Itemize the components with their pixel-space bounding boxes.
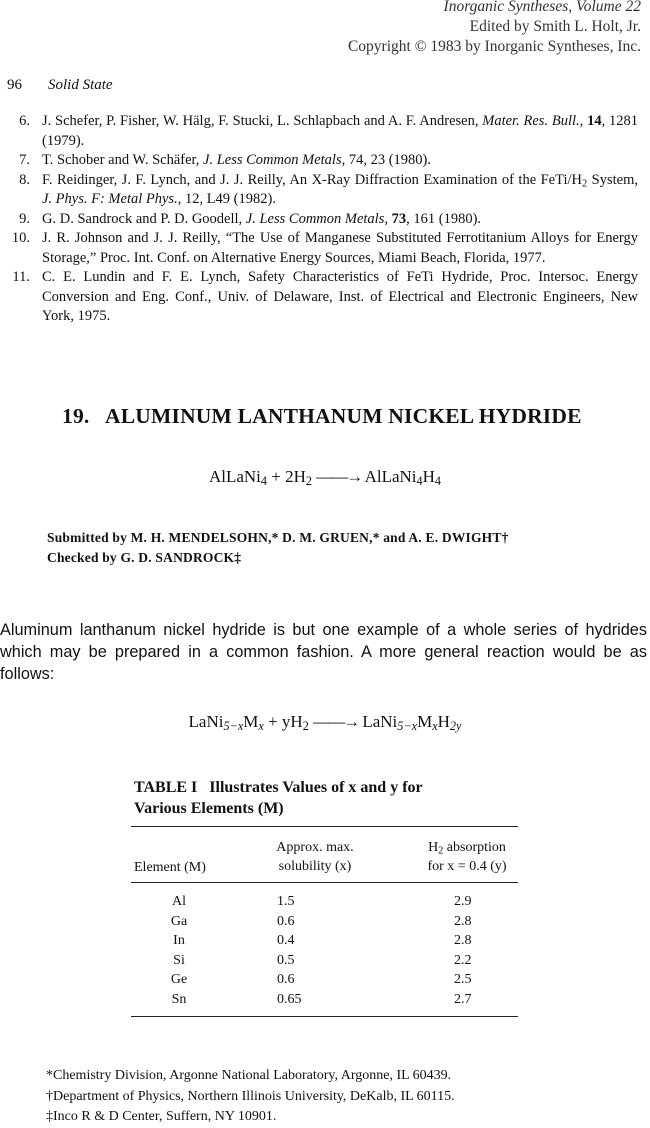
table-row [131, 970, 518, 990]
column-header-h2-absorption: $H_2$ absorption for x = 0.4 (y) [427, 840, 507, 874]
cell-element: Ge [170, 972, 188, 988]
checked-by: Checked by G. D. SANDROCK‡ [47, 550, 242, 565]
reaction-arrow: ——→ [316, 467, 362, 486]
cell-solubility: 0.6 [277, 972, 295, 988]
reference-item: 7. T. Schober and W. Schäfer, J. Less Common Metals, 74, 23 (1980). [0, 151, 650, 171]
reference-item: 11. C. E. Lundin and F. E. Lynch, Safety Characteristics of FeTi Hydride, Proc. Intersoc. Energy Conversion and Eng. Conf., Univ. of Delaware, Inst. of Electrical and Electronic Engineers, New York, 1975. [0, 268, 650, 327]
cell-element: Ga [170, 913, 188, 929]
table-row [131, 931, 518, 951]
section-heading: 19. ALUMINUM LANTHANUM NICKEL HYDRIDE [62, 404, 582, 428]
intro-paragraph: Aluminum lanthanum nickel hydride is but one example of a whole series of hydrides which may be prepared in a common fashion. A more general reaction would be as follows: [0, 621, 647, 683]
running-head-section: Solid State [48, 77, 113, 93]
cell-h2-absorption: 2.5 [454, 972, 472, 988]
cell-h2-absorption: 2.8 [454, 933, 472, 949]
general-reaction-equation: $LaNi_{5-x}M_x + yH_2$ ——→ $LaNi_{5-x}M_xH_{2y}$ [188, 712, 462, 734]
table-rule-bottom [131, 1016, 518, 1017]
cell-h2-absorption: 2.7 [454, 991, 472, 1007]
table-row [131, 912, 518, 932]
table-row [131, 951, 518, 971]
footnote: ‡Inco R & D Center, Suffern, NY 10901. [46, 1109, 277, 1124]
submitted-by: Submitted by M. H. MENDELSOHN,* D. M. GRUEN,* and A. E. DWIGHT† [47, 530, 509, 545]
reference-number: 10. [11, 230, 30, 246]
cell-solubility: 0.6 [277, 913, 295, 929]
reference-item: 9. G. D. Sandrock and P. D. Goodell, J. Less Common Metals, 73, 161 (1980). [0, 210, 650, 230]
table-row [131, 892, 518, 912]
cell-element: Si [173, 952, 185, 968]
reference-number: 11. [12, 269, 30, 285]
cell-h2-absorption: 2.8 [454, 913, 472, 929]
reference-item: 6. J. Schefer, P. Fisher, W. Hälg, F. Stucki, L. Schlapbach and A. F. Andresen, Mater. Res. Bull., 14, 1281 (1979). [0, 112, 650, 151]
eq1-reactant: AlLaNi$_4$ + $2H_2$ [208, 467, 313, 489]
reference-item: 8. F. Reidinger, J. F. Lynch, and J. J. Reilly, An X-Ray Diffraction Examination of the FeTi/$H_2$ System, J. Phys. F: Metal Phys., 12, L49 (1982). [0, 171, 650, 210]
eq1-product: $AlLaNi_4H_4$ [364, 467, 442, 489]
cell-element: In [173, 933, 185, 949]
footnote: †Department of Physics, Northern Illinois University, DeKalb, IL 60115. [46, 1088, 455, 1104]
column-header-element: Element (M) [134, 860, 206, 875]
reaction-equation [0, 467, 650, 487]
reaction-arrow-general: ——→ [313, 712, 359, 731]
reference-list [0, 112, 650, 327]
reference-number: 9. [19, 210, 30, 227]
cell-element: Al [172, 894, 186, 909]
table-title-line1: TABLE I Illustrates Values of x and y for [134, 779, 423, 796]
copyright-editor: Edited by Smith L. Holt, Jr. [469, 18, 641, 35]
copyright-volume: Inorganic Syntheses, Volume 22 [443, 0, 641, 15]
cell-solubility: 1.5 [277, 894, 295, 909]
column-header-solubility: Approx. max. solubility (x) [276, 840, 354, 874]
copyright-notice: Copyright © 1983 by Inorganic Syntheses, Inc. [347, 38, 641, 55]
table-rule-header [131, 882, 518, 883]
cell-solubility: 0.4 [277, 933, 295, 949]
cell-h2-absorption: 2.2 [454, 952, 472, 968]
reference-item: 10. J. R. Johnson and J. J. Reilly, “The Use of Manganese Substituted Ferrotitanium Alloys for Energy Storage,” Proc. Int. Conf. on Alternative Energy Sources, Miami Beach, Florida, 1977. [0, 229, 650, 268]
page-number: 96 [7, 77, 22, 93]
table-rule-top [131, 826, 518, 827]
footnotes [46, 1066, 455, 1128]
table-title-line2: Various Elements (M) [134, 800, 284, 817]
cell-solubility: 0.65 [277, 991, 302, 1007]
table-body [131, 892, 518, 1010]
cell-solubility: 0.5 [277, 952, 295, 968]
footnote: *Chemistry Division, Argonne National Laboratory, Argonne, IL 60439. [46, 1068, 452, 1083]
cell-h2-absorption: 2.9 [454, 894, 472, 909]
reference-number: 6. [19, 113, 30, 129]
table-row [131, 990, 518, 1010]
table-title [134, 777, 524, 819]
cell-element: Sn [171, 991, 187, 1007]
reference-number: 7. [19, 152, 30, 168]
reference-number: 8. [19, 171, 30, 188]
